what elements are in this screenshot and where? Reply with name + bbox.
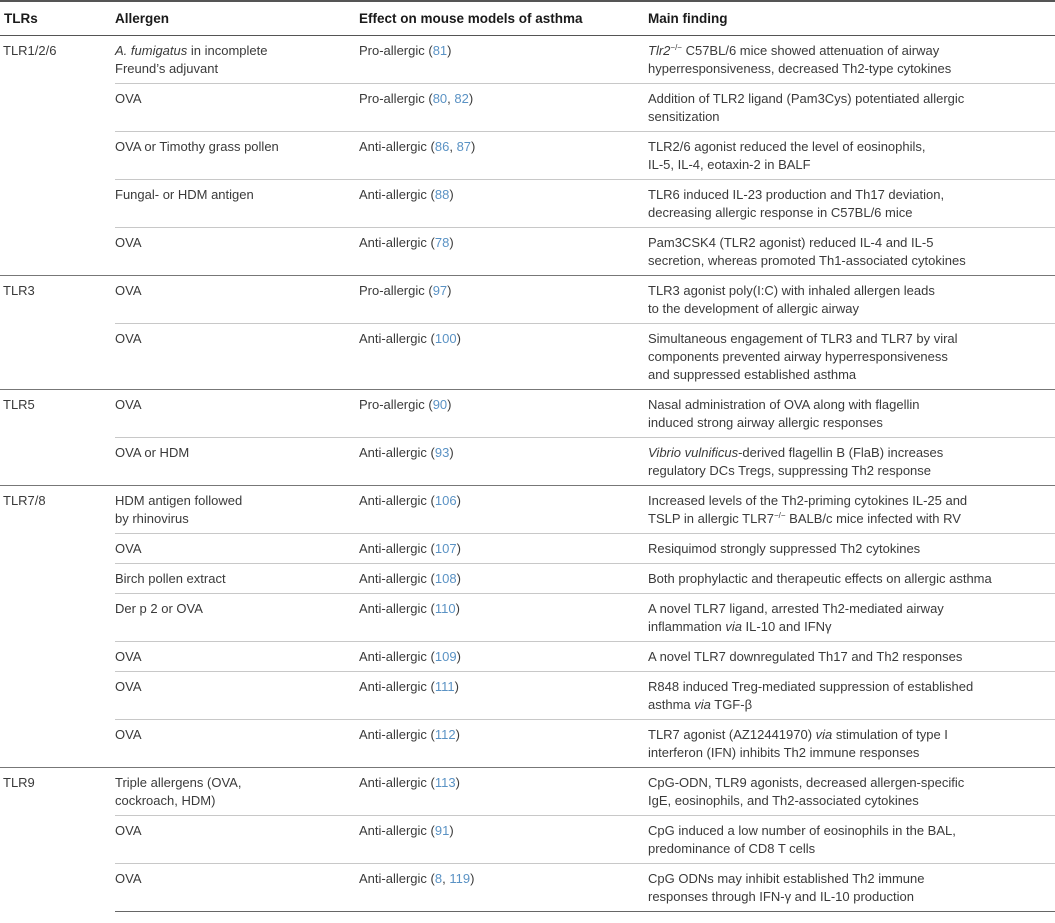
table-row — [0, 534, 1055, 564]
reference-link[interactable]: 78 — [434, 235, 450, 250]
allergen-cell: OVA — [115, 864, 359, 912]
table-row — [0, 390, 1055, 438]
effect-cell: Anti-allergic (86, 87) — [359, 132, 648, 180]
table-row — [0, 132, 1055, 180]
main-finding-cell: A novel TLR7 downregulated Th17 and Th2 responses — [648, 642, 1055, 672]
reference-link[interactable]: 87 — [456, 139, 472, 154]
table-row — [0, 672, 1055, 720]
header-effect: Effect on mouse models of asthma — [359, 1, 648, 36]
main-finding-cell: Nasal administration of OVA along with flagellin induced strong airway allergic responses — [648, 390, 1055, 438]
effect-cell: Anti-allergic (112) — [359, 720, 648, 768]
header-main-finding: Main finding — [648, 1, 1055, 36]
effect-cell: Anti-allergic (8, 119) — [359, 864, 648, 912]
tlr-cell: TLR5 — [0, 390, 115, 486]
reference-link[interactable]: 119 — [449, 871, 471, 886]
table-row — [0, 180, 1055, 228]
allergen-cell: OVA — [115, 534, 359, 564]
main-finding-cell: TLR3 agonist poly(I:C) with inhaled allergen leads to the development of allergic airway — [648, 276, 1055, 324]
tlr-cell: TLR7/8 — [0, 486, 115, 768]
reference-link[interactable]: 108 — [434, 571, 457, 586]
effect-cell: Anti-allergic (110) — [359, 594, 648, 642]
allergen-cell: OVA or HDM — [115, 438, 359, 486]
reference-link[interactable]: 97 — [432, 283, 448, 298]
reference-link[interactable]: 107 — [434, 541, 457, 556]
main-finding-cell: Pam3CSK4 (TLR2 agonist) reduced IL-4 and IL-5 secretion, whereas promoted Th1-associated cytokines — [648, 228, 1055, 276]
reference-link[interactable]: 113 — [434, 775, 456, 790]
reference-link[interactable]: 106 — [434, 493, 457, 508]
effect-cell: Anti-allergic (109) — [359, 642, 648, 672]
allergen-cell: OVA — [115, 642, 359, 672]
header-row — [0, 1, 1055, 36]
main-finding-cell: R848 induced Treg-mediated suppression of established asthma via TGF-β — [648, 672, 1055, 720]
effect-cell: Anti-allergic (108) — [359, 564, 648, 594]
table-row — [0, 84, 1055, 132]
allergen-cell: OVA — [115, 276, 359, 324]
effect-cell: Anti-allergic (107) — [359, 534, 648, 564]
table-row — [0, 642, 1055, 672]
tlr-cell: TLR3 — [0, 276, 115, 390]
reference-link[interactable]: 109 — [434, 649, 457, 664]
main-finding-cell: A novel TLR7 ligand, arrested Th2-mediated airway inflammation via IL-10 and IFNγ — [648, 594, 1055, 642]
table-row — [0, 36, 1055, 84]
reference-link[interactable]: 86 — [434, 139, 450, 154]
main-finding-cell: Vibrio vulnificus-derived flagellin B (FlaB) increases regulatory DCs Tregs, suppressing Th2 response — [648, 438, 1055, 486]
allergen-cell: OVA — [115, 720, 359, 768]
allergen-cell: OVA — [115, 390, 359, 438]
reference-link[interactable]: 82 — [454, 91, 469, 106]
effect-cell: Pro-allergic (81) — [359, 36, 648, 84]
table-row — [0, 438, 1055, 486]
effect-cell: Pro-allergic (97) — [359, 276, 648, 324]
reference-link[interactable]: 80 — [432, 91, 448, 106]
main-finding-cell: Tlr2−/− C57BL/6 mice showed attenuation of airway hyperresponsiveness, decreased Th2-type cytokines — [648, 36, 1055, 84]
main-finding-cell: Both prophylactic and therapeutic effects on allergic asthma — [648, 564, 1055, 594]
table-row — [0, 486, 1055, 534]
main-finding-cell: Resiquimod strongly suppressed Th2 cytokines — [648, 534, 1055, 564]
allergen-cell: Der p 2 or OVA — [115, 594, 359, 642]
header-allergen: Allergen — [115, 1, 359, 36]
allergen-cell: OVA — [115, 816, 359, 864]
allergen-cell: Birch pollen extract — [115, 564, 359, 594]
effect-cell: Pro-allergic (80, 82) — [359, 84, 648, 132]
effect-cell: Anti-allergic (78) — [359, 228, 648, 276]
effect-cell: Pro-allergic (90) — [359, 390, 648, 438]
allergen-cell: Fungal- or HDM antigen — [115, 180, 359, 228]
allergen-cell: OVA — [115, 84, 359, 132]
main-finding-cell: TLR2/6 agonist reduced the level of eosinophils, IL-5, IL-4, eotaxin-2 in BALF — [648, 132, 1055, 180]
table-row — [0, 594, 1055, 642]
main-finding-cell: Addition of TLR2 ligand (Pam3Cys) potentiated allergic sensitization — [648, 84, 1055, 132]
main-finding-cell: TLR6 induced IL-23 production and Th17 deviation, decreasing allergic response in C57BL/6 mice — [648, 180, 1055, 228]
effect-cell: Anti-allergic (88) — [359, 180, 648, 228]
table-row — [0, 864, 1055, 912]
allergen-cell: A. fumigatus in incomplete Freund’s adjuvant — [115, 36, 359, 84]
main-finding-cell: CpG-ODN, TLR9 agonists, decreased allergen-specific IgE, eosinophils, and Th2-associated cytokines — [648, 768, 1055, 816]
reference-link[interactable]: 100 — [434, 331, 457, 346]
effect-cell: Anti-allergic (91) — [359, 816, 648, 864]
table-row — [0, 564, 1055, 594]
reference-link[interactable]: 91 — [434, 823, 450, 838]
reference-link[interactable]: 110 — [434, 601, 456, 616]
reference-link[interactable]: 90 — [432, 397, 448, 412]
table-row — [0, 228, 1055, 276]
main-finding-cell: Increased levels of the Th2-priming cytokines IL-25 and TSLP in allergic TLR7−/− BALB/c mice infected with RV — [648, 486, 1055, 534]
tlr-cell: TLR9 — [0, 768, 115, 912]
main-finding-cell: CpG induced a low number of eosinophils in the BAL, predominance of CD8 T cells — [648, 816, 1055, 864]
tlr-cell: TLR1/2/6 — [0, 36, 115, 276]
reference-link[interactable]: 93 — [434, 445, 450, 460]
reference-link[interactable]: 88 — [434, 187, 450, 202]
main-finding-cell: TLR7 agonist (AZ12441970) via stimulation of type I interferon (IFN) inhibits Th2 immune responses — [648, 720, 1055, 768]
reference-link[interactable]: 8 — [434, 871, 443, 886]
main-finding-cell: CpG ODNs may inhibit established Th2 immune responses through IFN-γ and IL-10 production — [648, 864, 1055, 912]
allergen-cell: HDM antigen followed by rhinovirus — [115, 486, 359, 534]
table-row — [0, 324, 1055, 390]
table-row — [0, 768, 1055, 816]
allergen-cell: OVA — [115, 672, 359, 720]
allergen-cell: OVA or Timothy grass pollen — [115, 132, 359, 180]
table-row — [0, 276, 1055, 324]
main-finding-cell: Simultaneous engagement of TLR3 and TLR7 by viral components prevented airway hyperresponsiveness and suppressed established asthma — [648, 324, 1055, 390]
table-row — [0, 816, 1055, 864]
allergen-cell: OVA — [115, 228, 359, 276]
effect-cell: Anti-allergic (93) — [359, 438, 648, 486]
effect-cell: Anti-allergic (113) — [359, 768, 648, 816]
header-tlrs: TLRs — [0, 1, 115, 36]
allergen-cell: OVA — [115, 324, 359, 390]
allergen-cell: Triple allergens (OVA, cockroach, HDM) — [115, 768, 359, 816]
effect-cell: Anti-allergic (100) — [359, 324, 648, 390]
reference-link[interactable]: 81 — [432, 43, 448, 58]
reference-link[interactable]: 112 — [434, 727, 456, 742]
effect-cell: Anti-allergic (111) — [359, 672, 648, 720]
effect-cell: Anti-allergic (106) — [359, 486, 648, 534]
reference-link[interactable]: 111 — [434, 679, 455, 694]
table-row — [0, 720, 1055, 768]
